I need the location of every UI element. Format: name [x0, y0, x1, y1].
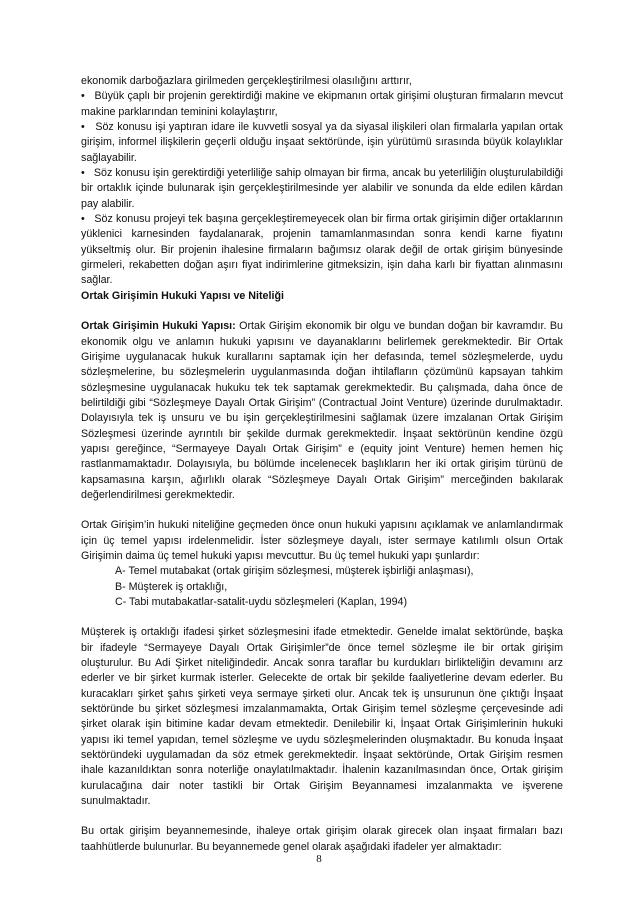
- document-body: [81, 74, 563, 855]
- structure-list: [81, 564, 563, 610]
- legal-structure-paragraph: [81, 319, 563, 503]
- spacer: [81, 809, 563, 824]
- bullet-paragraph-track-record: • Söz konusu projeyi tek başına gerçekleştiremeyecek olan bir firma ortak girişimin diğer ortaklarının yüklenici karnesinden faydalanarak, projenin tamamlanmasından sonra kendi karne fiyatını yükseltmiş olur. Bir projenin ihalesine firmaların bağımsız olarak değil de ortak girişim bünyesinde girmeleri, rekabetten doğan aşırı fiyat indirimlerine gitmeksizin, işin daha karlı bir fiyattan alınmasını sağlar.: [81, 213, 563, 287]
- bullet-paragraph-qualification: • Söz konusu işin gerektirdiği yeterliliğe sahip olmayan bir firma, ancak bu yeterliliğin oluşturulabildiği bir ortaklık içinde bulunarak işin gerçekleştirilmesinde yer alabilir ve sonunda da elde edilen kârdan pay alabilir.: [81, 167, 563, 210]
- declaration-paragraph: Bu ortak girişim beyannemesinde, ihaleye ortak girişim olarak girecek olan inşaat firmaları bazı taahhütlerde bulunurlar. Bu beyannemede genel olarak aşağıdaki ifadeler yer almaktadır:: [81, 825, 563, 853]
- section-heading: Ortak Girişimin Hukuki Yapısı ve Niteliği: [81, 289, 284, 302]
- structure-paragraph: Ortak Girişim’in hukuki niteliğine geçmeden önce onun hukuki yapısını açıklamak ve anlamlandırmak için üç temel yapısı irdelenmelidir. İster sözleşmeye dayalı, ister sermaye katılımlı olsun Ortak Girişimin daima üç temel hukuki yapısı mevcuttur. Bu üç temel hukuki yapı şunlardır:: [81, 519, 563, 562]
- bullet-paragraph-machinery: • Büyük çaplı bir projenin gerektirdiği makine ve ekipmanın ortak girişimi oluşturan firmaların mevcut makine parklarından teminini kolaylaştırır,: [81, 90, 563, 118]
- page-number: 8: [316, 853, 322, 865]
- spacer: [81, 503, 563, 518]
- legal-structure-lead: Ortak Girişimin Hukuki Yapısı:: [81, 320, 236, 333]
- legal-structure-text: Ortak Girişim ekonomik bir olgu ve bundan doğan bir kavramdır. Bu ekonomik olgu ve anlamın hukuki yapısını ve dayanaklarını belirlemek gerekmektedir. Bir Ortak Girişime uygulanacak hukuk kurallarını saptamak için her defasında, temel sözleşmelerde, uydu sözleşmelerine, bu sözleşmelerin uygulanmasında doğan ihtilafların çözümünü kapsayan tahkim sözleşmesine uygulanacak hukuku tek tek saptamak gerekmektedir. Bu çalışmada, daha önce de belirtildiği gibi “Sözleşmeye Dayalı Ortak Girişim” (Contractual Joint Venture) üzerinde durulmaktadır. Dolayısıyla tek iş unsuru ve bu işin gerçekleştirilmesini sağlamak üzere imzalanan Ortak Girişim Sözleşmesi üzerinde ayrıntılı bir şekilde durmak gerekmektedir. İnşaat sektörünün kendine özgü yapısı gereğince, “Sermayeye Dayalı Ortak Girişim” e (equity joint Venture) hemen hemen hiç rastlanmamaktadır. Dolayısıyla, bu bölümde incelenecek başlıkların her iki ortak girişim türünü de kapsamasına karşın, ağırlıklı olarak “Sözleşmeye Dayalı Ortak Girişim” merceğinden bakılarak değerlendirilmesi gerekmektedir.: [81, 320, 563, 501]
- partnership-paragraph: Müşterek iş ortaklığı ifadesi şirket sözleşmesini ifade etmektedir. Genelde imalat sektöründe, başka bir ifadeyle “Sermayeye Dayalı Ortak Girişimler”de önce temel sözleşme ile bir ortak girişim oluşturulur. Bu Adi Şirket niteliğindedir. Ancak sonra taraflar bu kurdukları birlikteliğin devamını arz ederler ve bir şirket kurmak isterler. Gelecekte de ortak bir şekilde faaliyetlerine devam ederler. Bu kuracakları şirket şahıs şirketi veya sermaye şirketi olur. Ancak tek iş unsurunun öne çıktığı İnşaat sektöründe bu şirket sözleşmesi imzalanmamakta, Ortak Girişim temel sözleşme çerçevesinde adi şirket olarak işin bitimine kadar devam etmektedir. Denilebilir ki, İnşaat Ortak Girişimlerinin hukuki yapısı iki temel yapıdan, temel sözleşme ve uydu sözleşmelerinden oluşmaktadır. Bu konuda İnşaat sektöründeki uygulamadan da söz etmek gerekmektedir. İnşaat sektöründe, Ortak Girişim resmen ihale kazanıldıktan sonra noterliğe onaylatılmaktadır. İhalenin kazanılmasından önce, Ortak girişim kurulacağına dair noter tastikli bir Ortak Girişim Beyannamesi imzalanmakta ve işverene sunulmaktadır.: [81, 626, 563, 808]
- list-item: C- Tabi mutabakatlar-satalit-uydu sözleşmeleri (Kaplan, 1994): [115, 596, 408, 608]
- list-item: A- Temel mutabakat (ortak girişim sözleşmesi, müşterek işbirliği anlaşması),: [115, 565, 474, 578]
- list-item: B- Müşterek iş ortaklığı,: [115, 580, 228, 593]
- spacer: [81, 610, 563, 625]
- intro-paragraph-1: ekonomik darboğazlara girilmeden gerçekleştirilmesi olasılığını arttırır,: [81, 75, 412, 87]
- spacer: [81, 304, 563, 319]
- bullet-paragraph-relations: • Söz konusu işi yaptıran idare ile kuvvetli sosyal ya da siyasal ilişkileri olan firmalarla yapılan ortak girişim, informel ilişkilerin geçerli olduğu inşaat sektöründe, işin yürütümü sırasında büyük kolaylıklar sağlayabilir.: [81, 121, 563, 164]
